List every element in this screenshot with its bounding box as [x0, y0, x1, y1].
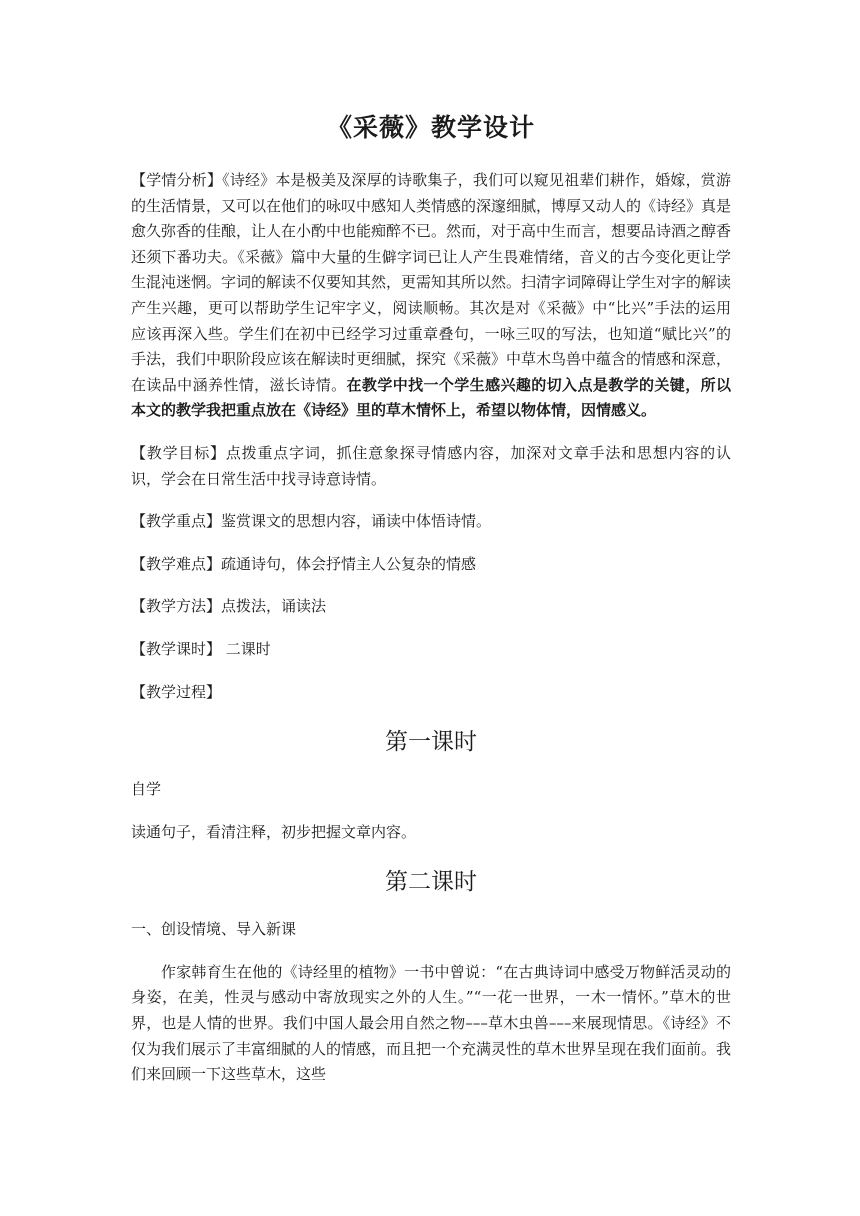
difficulties-label: 【教学难点】 [131, 554, 222, 573]
process-label: 【教学过程】 [131, 682, 222, 701]
analysis-paragraph [131, 168, 731, 424]
key-points-label: 【教学重点】 [131, 512, 222, 531]
key-points-text: 鉴赏课文的思想内容，诵读中体悟诗情。 [221, 512, 492, 531]
methods-text: 点拨法，诵读法 [221, 597, 327, 616]
methods-paragraph [131, 594, 731, 620]
lesson2-text: 作家韩育生在他的《诗经里的植物》一书中曾说：“在古典诗词中感受万物鲜活灵动的身姿，在美，性灵与感动中寄放现实之外的人生。”“一花一世界，一木一情怀。”草木的世界，也是人情的世界。我们中国人最会用自然之物–––草木虫兽–––来展现情思。《诗经》不仅为我们展示了丰富细腻的人的情感，而且把一个充满灵性的草木世界呈现在我们面前。我们来回顾一下这些草木，这些 [131, 962, 732, 1084]
process-paragraph [131, 680, 731, 706]
hours-label: 【教学课时】 [131, 639, 222, 658]
difficulties-text: 疏通诗句，体会抒情主人公复杂的情感 [221, 554, 477, 573]
methods-label: 【教学方法】 [131, 597, 222, 616]
analysis-text: 《诗经》本是极美及深厚的诗歌集子，我们可以窥见祖辈们耕作，婚嫁，赏游的生活情景，又可以在他们的咏叹中感知人类情感的深邃细腻，博厚又动人的《诗经》真是愈久弥香的佳酿，让人在小酌中也能痴醉不已。然而，对于高中生而言，想要品诗酒之醇香还须下番功夫。《采薇》篇中大量的生僻字词已让人产生畏难情绪，音义的古今变化更让学生混沌迷惘。字词的解读不仅要知其然，更需知其所以然。扫清字词障碍让学生对字的解读产生兴趣，更可以帮助学生记牢字义，阅读顺畅。其次是对《采薇》中“比兴”手法的运用应该再深入些。学生们在初中已经学习过重章叠句，一咏三叹的写法，也知道“赋比兴”的手法，我们中职阶段应该在解读时更细腻，探究《采薇》中草木鸟兽中蕴含的情感和深意，在读品中涵养性情，滋长诗情。 [131, 171, 732, 394]
lesson1-step: 自学 [131, 780, 162, 799]
document-title: 《采薇》教学设计 [326, 113, 535, 142]
key-points-paragraph [131, 509, 731, 535]
lesson1-title: 第一课时 [385, 729, 477, 756]
analysis-label: 【学情分析】 [131, 171, 223, 189]
hours-text: 二课时 [221, 639, 271, 658]
hours-paragraph [131, 637, 731, 663]
lesson2-step: 一、创设情境、导入新课 [131, 920, 297, 939]
goals-label: 【教学目标】 [131, 443, 226, 462]
analysis-bold-text: 在教学中找一个学生感兴趣的切入点是教学的关键，所以本文的教学我把重点放在《诗经》里的草木情怀上，希望以物体情，因情感义。 [131, 375, 731, 420]
document-page [131, 110, 731, 1105]
difficulties-paragraph [131, 552, 731, 578]
goals-paragraph [131, 441, 731, 492]
lesson2-title: 第二课时 [385, 869, 477, 896]
lesson1-text: 读通句子，看清注释，初步把握文章内容。 [131, 822, 417, 841]
goals-text: 点拨重点字词，抓住意象探寻情感内容，加深对文章手法和思想内容的认识，学会在日常生活中找寻诗意诗情。 [131, 443, 731, 488]
